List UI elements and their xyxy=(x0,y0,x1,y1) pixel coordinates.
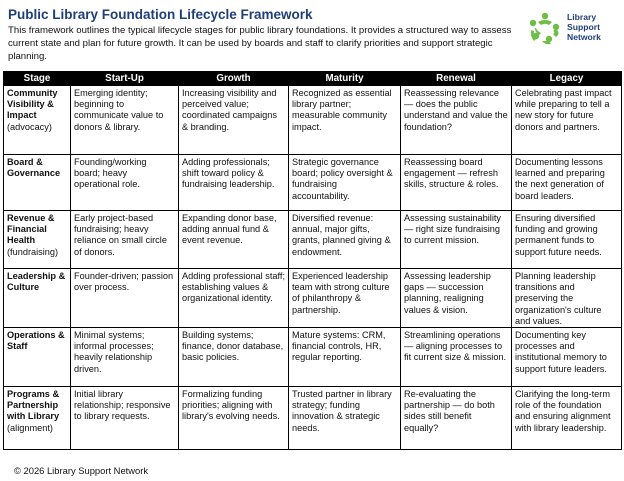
stage-cell xyxy=(4,328,71,387)
table-cell: Building systems; finance, donor database, basic policies. xyxy=(179,328,289,387)
table-cell: Planning leadership transitions and preserving the organization's culture and values. xyxy=(512,269,622,328)
stage-label: Operations & Staff xyxy=(7,330,65,352)
table-cell: Documenting lessons learned and preparing the next generation of board leaders. xyxy=(512,155,622,211)
stage-cell xyxy=(4,269,71,328)
table-row xyxy=(4,155,622,211)
table-cell: Emerging identity; beginning to communicate value to donors & library. xyxy=(71,86,179,155)
stage-label: Board & Governance xyxy=(7,157,61,179)
intro-paragraph: This framework outlines the typical lifecycle stages for public library foundations. It provides a structured way to assess current state and plan for future growth. It can be used by boards and staff to clarify priorities and support strategic planning. xyxy=(8,25,512,62)
stage-cell xyxy=(4,86,71,155)
table-cell: Early project-based fundraising; heavy reliance on small circle of donors. xyxy=(71,211,179,269)
table-cell: Diversified revenue: annual, major gifts, grants, planned giving & endowment. xyxy=(289,211,401,269)
column-header-legacy: Legacy xyxy=(512,72,622,86)
column-header-stage: Stage xyxy=(4,72,71,86)
table-cell: Recognized as essential library partner; measurable community impact. xyxy=(289,86,401,155)
stage-sublabel: (fundraising) xyxy=(7,246,59,257)
table-cell: Reassessing relevance — does the public understand and value the foundation? xyxy=(401,86,512,155)
copyright-footer: © 2026 Library Support Network xyxy=(14,465,149,476)
table-cell: Clarifying the long-term role of the foundation and ensuring alignment with library leadership. xyxy=(512,387,622,450)
stage-label: Community Visibility & Impact xyxy=(7,88,58,121)
table-cell: Assessing sustainability — right size fundraising to current mission. xyxy=(401,211,512,269)
stage-label: Programs & Partnership with Library xyxy=(7,389,60,422)
stage-sublabel: (advocacy) xyxy=(7,121,52,132)
table-cell: Formalizing funding priorities; aligning with library's evolving needs. xyxy=(179,387,289,450)
table-header-row xyxy=(4,72,622,86)
logo-line-2: Support xyxy=(567,22,600,32)
table-cell: Expanding donor base, adding annual fund & event revenue. xyxy=(179,211,289,269)
table-cell: Mature systems: CRM, financial controls, HR, regular reporting. xyxy=(289,328,401,387)
table-cell: Streamlining operations — aligning processes to fit current size & mission. xyxy=(401,328,512,387)
stage-sublabel: (alignment) xyxy=(7,422,53,433)
logo xyxy=(527,8,622,46)
table-cell: Reassessing board engagement — refresh skills, structure & roles. xyxy=(401,155,512,211)
table-cell: Adding professionals; shift toward policy & fundraising leadership. xyxy=(179,155,289,211)
table-cell: Strategic governance board; policy oversight & fundraising accountability. xyxy=(289,155,401,211)
table-cell: Initial library relationship; responsive to library requests. xyxy=(71,387,179,450)
table-cell: Increasing visibility and perceived value; coordinated campaigns & branding. xyxy=(179,86,289,155)
table-row xyxy=(4,211,622,269)
table-row xyxy=(4,328,622,387)
table-cell: Adding professional staff; establishing values & organizational identity. xyxy=(179,269,289,328)
logo-text xyxy=(567,12,601,42)
page-title: Public Library Foundation Lifecycle Framework xyxy=(8,7,313,22)
table-cell: Minimal systems; informal processes; heavily relationship driven. xyxy=(71,328,179,387)
table-cell: Assessing leadership gaps — succession planning, realigning values & vision. xyxy=(401,269,512,328)
table-cell: Documenting key processes and institutional memory to support future leaders. xyxy=(512,328,622,387)
stage-cell xyxy=(4,155,71,211)
logo-line-3: Network xyxy=(567,32,601,42)
table-row xyxy=(4,86,622,155)
stage-cell xyxy=(4,211,71,269)
table-cell: Founding/working board; heavy operational role. xyxy=(71,155,179,211)
table-cell: Celebrating past impact while preparing to tell a new story for future donors and partners. xyxy=(512,86,622,155)
table-cell: Trusted partner in library strategy; funding innovation & strategic needs. xyxy=(289,387,401,450)
lifecycle-table xyxy=(3,71,622,450)
column-header-maturity: Maturity xyxy=(289,72,401,86)
table-cell: Experienced leadership team with strong culture of philanthropy & partnership. xyxy=(289,269,401,328)
column-header-renewal: Renewal xyxy=(401,72,512,86)
table-cell: Re-evaluating the partnership — do both sides still benefit equally? xyxy=(401,387,512,450)
stage-label: Leadership & Culture xyxy=(7,271,66,293)
table-cell: Founder-driven; passion over process. xyxy=(71,269,179,328)
people-circle-icon xyxy=(527,10,563,46)
stage-cell xyxy=(4,387,71,450)
table-cell: Ensuring diversified funding and growing permanent funds to support future needs. xyxy=(512,211,622,269)
column-header-growth: Growth xyxy=(179,72,289,86)
column-header-start-up: Start-Up xyxy=(71,72,179,86)
table-row xyxy=(4,387,622,450)
table-row xyxy=(4,269,622,328)
stage-label: Revenue & Financial Health xyxy=(7,213,55,246)
logo-line-1: Library xyxy=(567,12,597,22)
